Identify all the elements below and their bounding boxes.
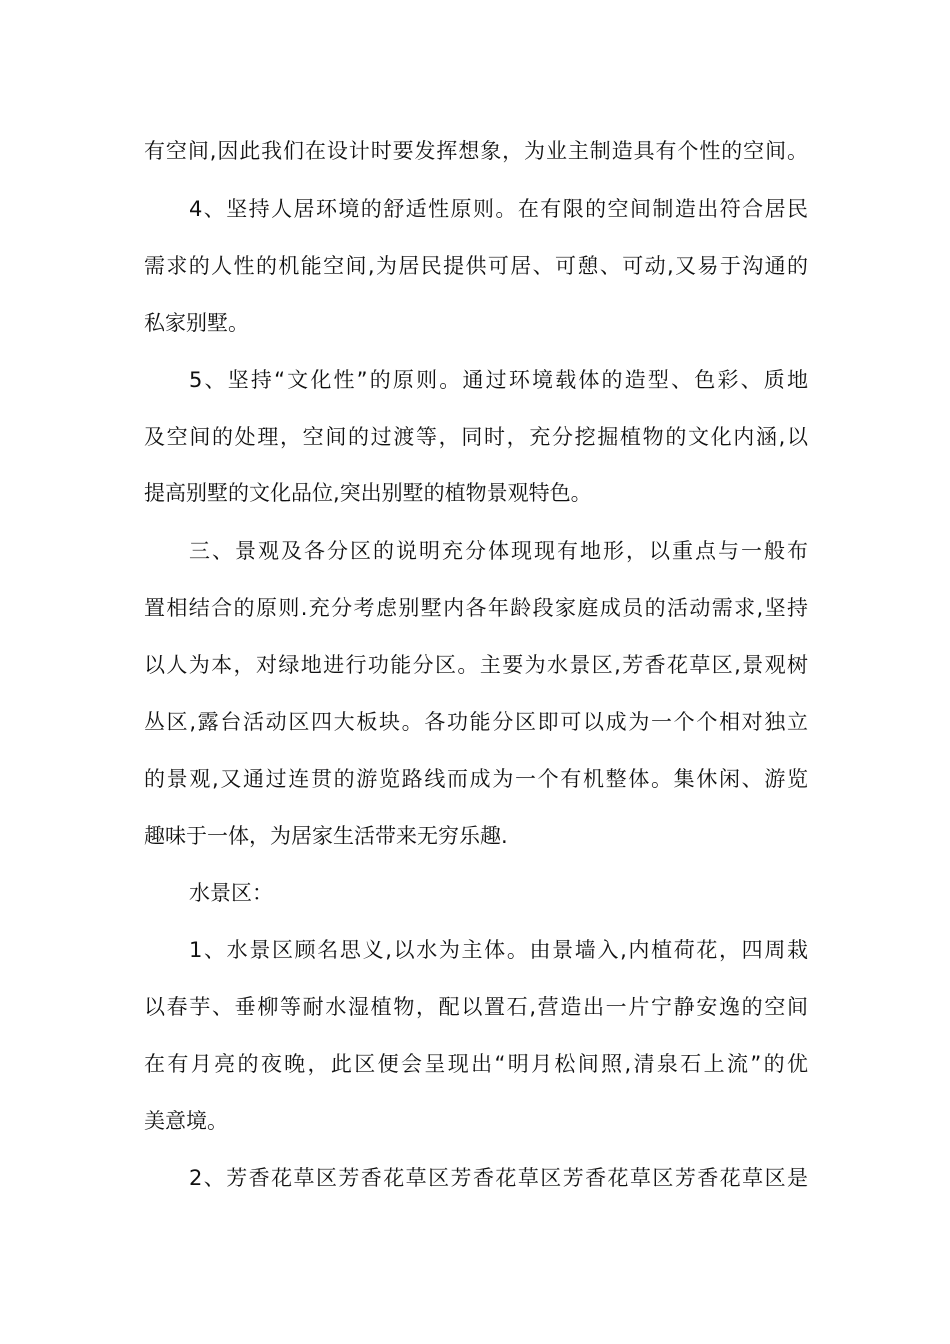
text-line: 及空间的处理，空间的过渡等，同时，充分挖掘植物的文化内涵,以: [144, 425, 808, 449]
text-line: 私家别墅。: [144, 311, 249, 335]
text-line: 丛区,露台活动区四大板块。各功能分区即可以成为一个个相对独立: [144, 710, 808, 734]
text-line: 需求的人性的机能空间,为居民提供可居、可憩、可动,又易于沟通的: [144, 254, 808, 278]
text-line: 2、芳香花草区芳香花草区芳香花草区芳香花草区芳香花草区是: [189, 1166, 808, 1190]
section-heading: 水景区：: [189, 881, 273, 905]
text-line: 趣味于一体，为居家生活带来无穷乐趣.: [144, 824, 508, 848]
text-line: 5、坚持“文化性”的原则。通过环境载体的造型、色彩、质地: [189, 368, 808, 392]
text-line: 置相结合的原则.充分考虑别墅内各年龄段家庭成员的活动需求,坚持: [144, 596, 808, 620]
text-line: 三、景观及各分区的说明充分体现现有地形，以重点与一般布: [189, 539, 808, 563]
text-line: 以春芋、垂柳等耐水湿植物，配以置石,营造出一片宁静安逸的空间: [144, 995, 808, 1019]
text-line: 提高别墅的文化品位,突出别墅的植物景观特色。: [144, 481, 592, 505]
text-line: 在有月亮的夜晚，此区便会呈现出“明月松间照,清泉石上流”的优: [144, 1052, 808, 1076]
text-line: 以人为本，对绿地进行功能分区。主要为水景区,芳香花草区,景观树: [144, 653, 808, 677]
text-line: 的景观,又通过连贯的游览路线而成为一个有机整体。集休闲、游览: [144, 767, 808, 791]
text-line: 1、水景区顾名思义,以水为主体。由景墙入,内植荷花，四周栽: [189, 938, 808, 962]
text-line: 有空间,因此我们在设计时要发挥想象，为业主制造具有个性的空间。: [144, 139, 808, 163]
text-line: 美意境。: [144, 1109, 228, 1133]
text-line: 4、坚持人居环境的舒适性原则。在有限的空间制造出符合居民: [189, 197, 808, 221]
